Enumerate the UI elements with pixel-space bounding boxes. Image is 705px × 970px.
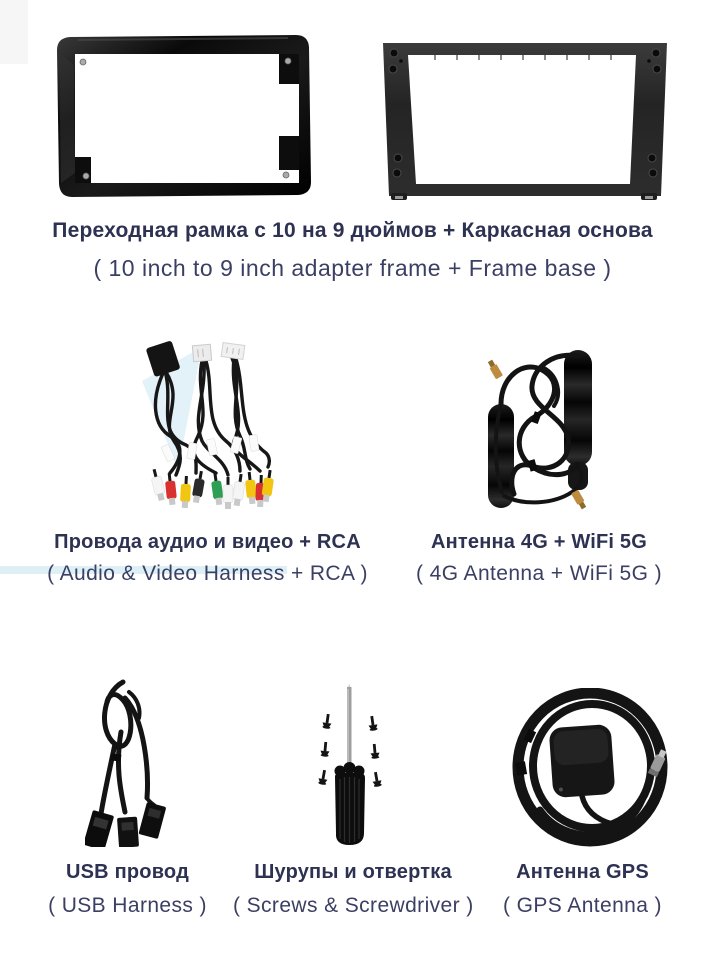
usb-harness-image	[85, 672, 187, 847]
adapter-frame-image	[48, 33, 320, 200]
screws-caption-ru: Шурупы и отвертка	[254, 861, 452, 883]
frames-caption-en: ( 10 inch to 9 inch adapter frame + Frame base )	[93, 255, 612, 281]
harness-caption-en: ( Audio & Video Harness + RCA )	[47, 562, 368, 585]
gps-caption-en: ( GPS Antenna )	[503, 894, 662, 917]
rca-plugs	[149, 468, 275, 509]
usb-harness-photo	[85, 672, 187, 847]
frames-caption-ru: Переходная рамка с 10 на 9 дюймов + Каркасная основа	[52, 219, 653, 242]
usb-connector-2	[117, 817, 139, 847]
usb-connector-1	[85, 810, 114, 847]
sma-connector-bottom	[571, 490, 587, 510]
harness-caption-ru: Провода аудио и видео + RCA	[54, 531, 361, 553]
gps-antenna-image	[510, 688, 670, 848]
antenna4g-caption-en: ( 4G Antenna + WiFi 5G )	[416, 562, 662, 585]
gps-puck	[549, 724, 616, 798]
usb-caption-ru: USB провод	[66, 861, 189, 883]
screws-screwdriver-image	[318, 683, 382, 851]
antenna-4g-image	[484, 346, 594, 512]
screws-screwdriver-photo	[318, 683, 382, 851]
sma-connector-top	[487, 359, 503, 379]
frame-base-photo	[375, 40, 675, 202]
adapter-frame-photo	[48, 33, 320, 200]
corner-watermark	[0, 0, 28, 64]
av-harness-photo	[140, 341, 275, 511]
frame-base-image	[375, 40, 675, 202]
av-harness-image	[140, 341, 275, 511]
usb-connector-3	[138, 802, 166, 839]
screws-caption-en: ( Screws & Screwdriver )	[233, 894, 474, 917]
gps-caption-ru: Антенна GPS	[516, 861, 649, 883]
antenna-4g-photo	[484, 346, 594, 512]
antenna4g-caption-ru: Антенна 4G + WiFi 5G	[430, 531, 648, 553]
gps-antenna-photo	[510, 688, 670, 848]
usb-caption-en: ( USB Harness )	[48, 894, 207, 917]
